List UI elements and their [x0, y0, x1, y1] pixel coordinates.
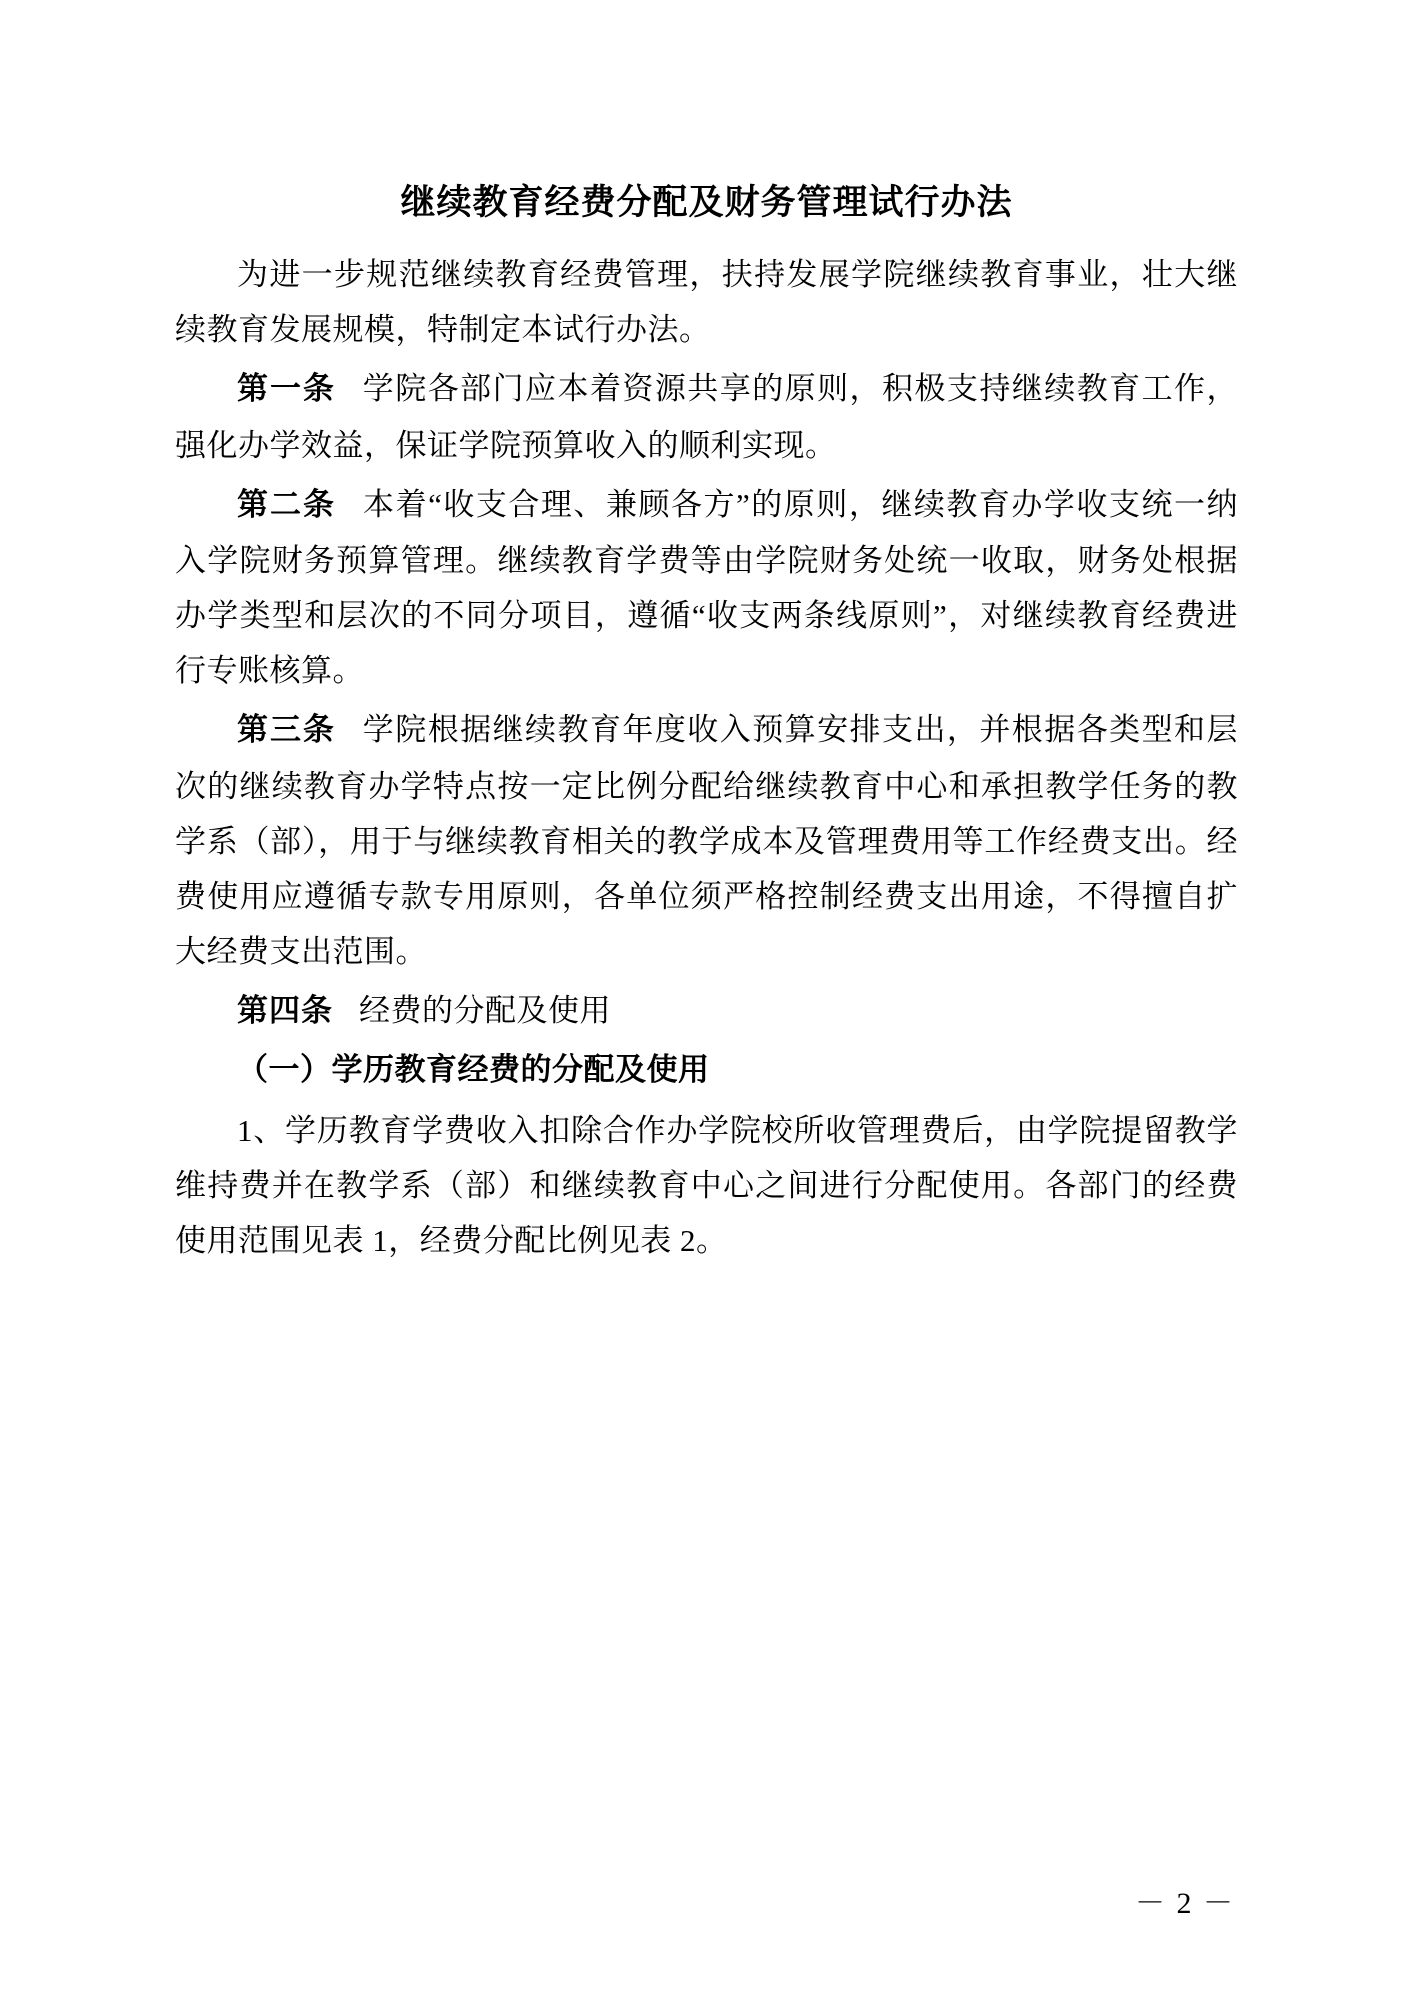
paragraph-article-2: [175, 477, 1238, 699]
article-label: 第一条: [237, 371, 336, 408]
list-item-1: 1、学历教育学费收入扣除合作办学院校所收管理费后，由学院提留教学维持费并在教学系（部）和继续教育中心之间进行分配使用。各部门的经费使用范围见表 1，经费分配比例见表 2。: [175, 1112, 1238, 1258]
paragraph-text: 学院根据继续教育年度收入预算安排支出，并根据各类型和层次的继续教育办学特点按一定比例分配给继续教育中心和承担教学任务的教学系（部），用于与继续教育相关的教学成本及管理费用等工作经费支出。经费使用应遵循专款专用原则，各单位须严格控制经费支出用途，不得擅自扩大经费支出范围。: [175, 712, 1239, 970]
section-heading: （一）学历教育经费的分配及使用: [237, 1052, 710, 1089]
paragraph-text: 为进一步规范继续教育经费管理，扶持发展学院继续教育事业，壮大继续教育发展规模，特制定本试行办法。: [175, 257, 1238, 348]
paragraph-text: 本着“收支合理、兼顾各方”的原则，继续教育办学收支统一纳入学院财务预算管理。继续教育学费等由学院财务处统一收取，财务处根据办学类型和层次的不同分项目，遵循“收支两条线原则”，对继续教育经费进行专账核算。: [175, 486, 1238, 689]
paragraph-article-4: [175, 983, 1238, 1039]
paragraph-text: 经费的分配及使用: [359, 993, 611, 1029]
paragraph-article-1: [175, 361, 1238, 472]
page-title: 继续教育经费分配及财务管理试行办法: [400, 182, 1013, 223]
article-label: 第三条: [237, 712, 336, 749]
paragraph-text: 学院各部门应本着资源共享的原则，积极支持继续教育工作，强化办学效益，保证学院预算收入的顺利实现。: [175, 371, 1239, 463]
article-label: 第二条: [237, 486, 337, 523]
paragraph-article-3: [175, 702, 1238, 979]
article-label: 第四条: [237, 993, 333, 1030]
paragraph-preamble: [175, 247, 1238, 357]
page-number: － 2 －: [1135, 1887, 1235, 1920]
